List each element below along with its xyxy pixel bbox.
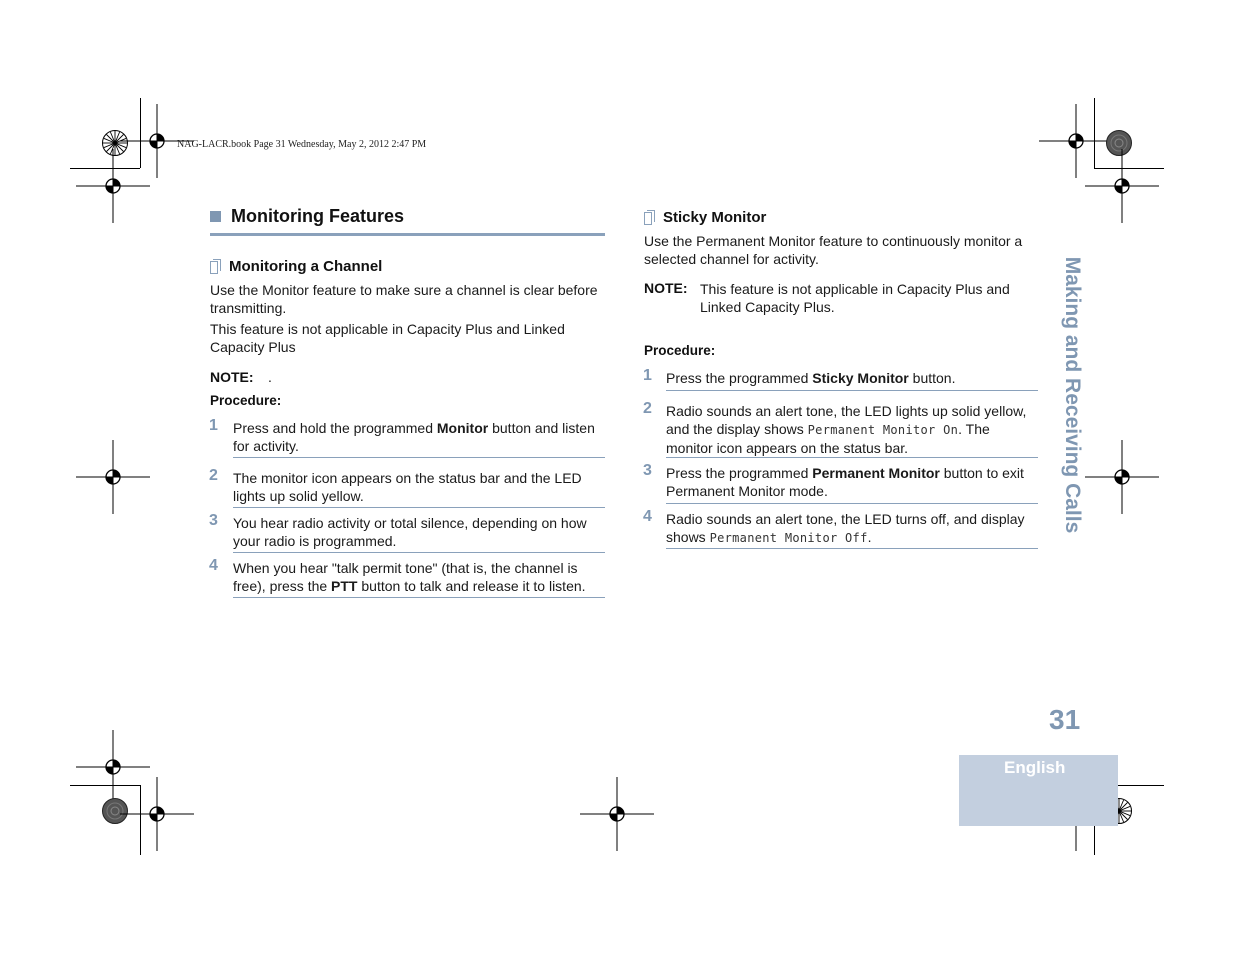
print-slug: NAG-LACR.book Page 31 Wednesday, May 2, 2012 2:47 PM	[177, 139, 427, 150]
step-rule	[233, 597, 605, 598]
step-rule	[666, 457, 1038, 458]
step-number: 2	[209, 467, 218, 484]
chapter-title: Making and Receiving Calls	[1061, 256, 1084, 534]
step-number: 2	[643, 400, 652, 417]
star-target-icon	[103, 799, 128, 824]
step-text: The monitor icon appears on the status bar and the LED lights up solid yellow.	[233, 470, 582, 504]
subheading-monitoring-channel	[210, 258, 382, 275]
step-rule	[666, 503, 1038, 504]
paragraph: Use the Permanent Monitor feature to continuously monitor a selected channel for activity.	[644, 233, 1023, 267]
registration-mark-icon	[1085, 440, 1159, 514]
registration-mark-icon	[76, 730, 150, 804]
language-tab	[959, 755, 1118, 826]
paragraph: This feature is not applicable in Capacity Plus and Linked Capacity Plus	[210, 321, 565, 355]
page-icon	[644, 210, 655, 225]
registration-mark-icon	[76, 149, 150, 223]
step-text: When you hear "talk permit tone" (that is, the channel is free), press the PTT button to talk and release it to listen.	[233, 560, 586, 594]
registration-mark-icon	[1085, 149, 1159, 223]
step-number: 1	[643, 367, 652, 384]
square-bullet-icon	[210, 211, 221, 222]
note-text: .	[268, 369, 272, 385]
step-text: Press the programmed Permanent Monitor button to exit Permanent Monitor mode.	[666, 465, 1024, 499]
note-label: NOTE:	[210, 369, 254, 385]
step-number: 4	[209, 557, 218, 574]
step-number: 4	[643, 508, 652, 525]
step-number: 3	[209, 512, 218, 529]
registration-mark-icon	[580, 777, 654, 851]
paragraph: Use the Monitor feature to make sure a channel is clear before transmitting.	[210, 282, 598, 316]
procedure-label: Procedure:	[210, 393, 282, 408]
note-text: This feature is not applicable in Capacity Plus and Linked Capacity Plus.	[700, 281, 1010, 315]
step-text: Radio sounds an alert tone, the LED turns off, and display shows Permanent Monitor Off.	[666, 511, 1025, 545]
step-rule	[233, 552, 605, 553]
star-target-icon	[103, 131, 128, 156]
note-label: NOTE:	[644, 280, 688, 296]
step-text: Press and hold the programmed Monitor button and listen for activity.	[233, 420, 595, 454]
note	[210, 368, 272, 387]
subheading-text: Sticky Monitor	[663, 209, 767, 226]
step-rule	[666, 548, 1038, 549]
procedure-label: Procedure:	[644, 343, 716, 358]
registration-mark-icon	[76, 440, 150, 514]
step-rule	[233, 457, 605, 458]
heading-rule	[210, 233, 605, 236]
step-number: 3	[643, 462, 652, 479]
star-target-icon	[1107, 131, 1132, 156]
step-rule	[233, 507, 605, 508]
registration-mark-icon	[120, 777, 194, 851]
page-number: 31	[1049, 704, 1081, 735]
subheading-sticky-monitor	[644, 209, 766, 226]
language-label: English	[1004, 758, 1066, 777]
step-number: 1	[209, 417, 218, 434]
subheading-text: Monitoring a Channel	[229, 258, 383, 275]
page-icon	[210, 259, 221, 274]
step-text: Radio sounds an alert tone, the LED lights up solid yellow, and the display shows Permanent Monitor On. The monitor icon appears on the status bar.	[666, 403, 1027, 456]
section-heading	[210, 206, 404, 227]
step-text: Press the programmed Sticky Monitor button.	[666, 370, 956, 386]
registration-mark-icon	[1039, 104, 1113, 178]
section-heading-text: Monitoring Features	[231, 206, 405, 226]
step-text: You hear radio activity or total silence, depending on how your radio is programmed.	[233, 515, 587, 549]
step-rule	[666, 390, 1038, 391]
